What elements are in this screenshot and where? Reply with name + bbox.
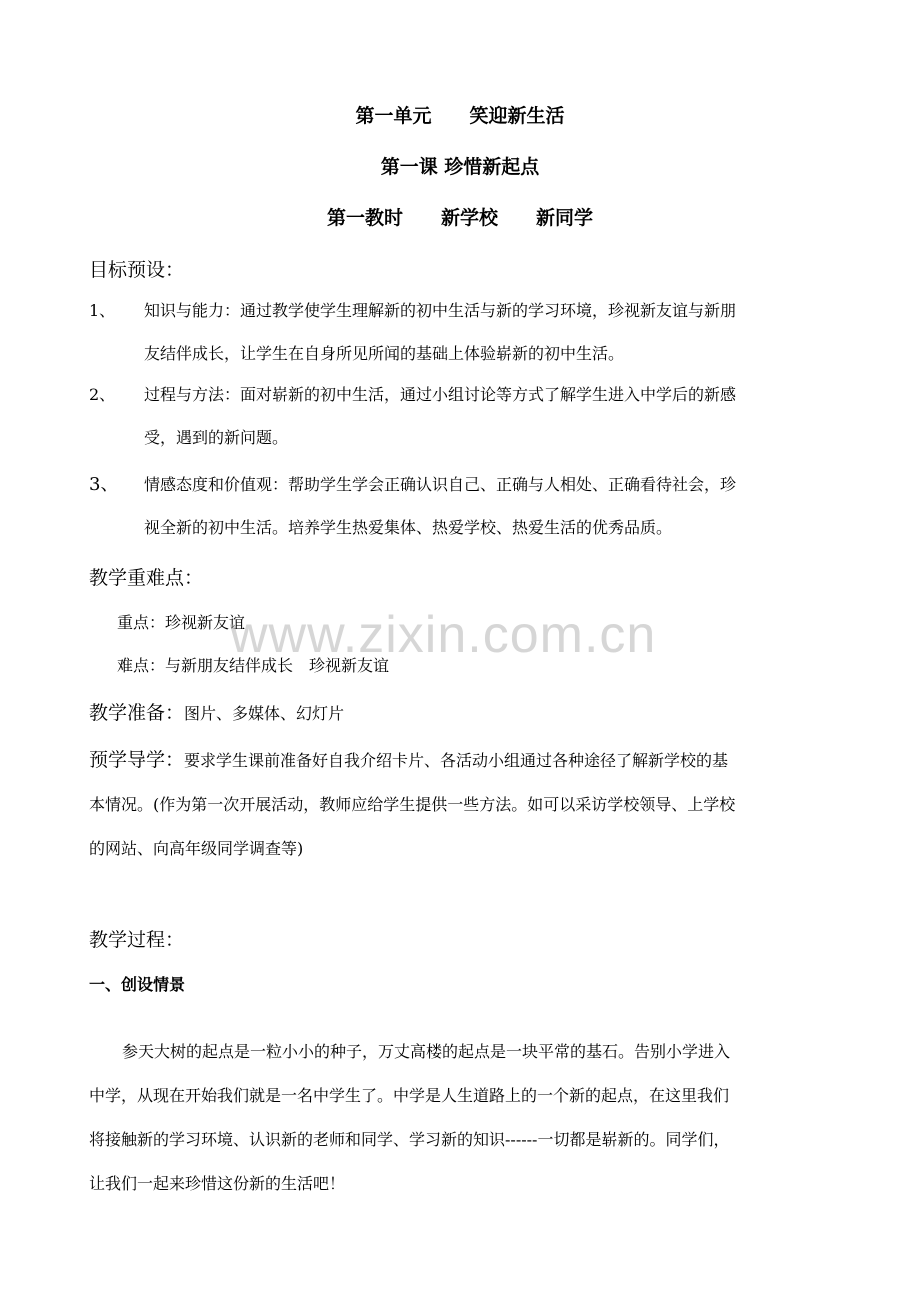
period-title: 第一教时 新学校 新同学 (326, 207, 593, 229)
goal-text-line1: 过程与方法：面对崭新的初中生活，通过小组讨论等方式了解学生进入中学后的新感 (144, 385, 737, 404)
prestudy-label: 预学导学： (89, 749, 185, 771)
goal-text-line2: 受，遇到的新问题。 (144, 428, 289, 447)
process-heading: 教学过程： (89, 929, 185, 951)
goal-item-3 (89, 463, 834, 549)
paragraph-line: 让我们一起来珍惜这份新的生活吧！ (89, 1174, 346, 1193)
goal-number: 1、 (89, 301, 116, 320)
focus-point: 重点：珍视新友谊 (117, 613, 246, 632)
paragraph-line: 中学，从现在开始我们就是一名中学生了。中学是人生道路上的一个新的起点，在这里我们 (89, 1086, 730, 1105)
preparation-line (89, 698, 344, 725)
goal-number: 3、 (89, 474, 119, 495)
watermark: www.zixin.com.cn (230, 606, 657, 664)
goal-number: 2、 (89, 385, 116, 404)
prestudy-block (89, 738, 834, 871)
goals-heading: 目标预设： (89, 259, 185, 281)
intro-paragraph (89, 1030, 834, 1206)
paragraph-line: 将接触新的学习环境、认识新的老师和同学、学习新的知识------一切都是崭新的。同学们， (89, 1130, 730, 1149)
goal-item-1 (89, 289, 834, 375)
preparation-text: 图片、多媒体、幻灯片 (184, 704, 345, 723)
preparation-label: 教学准备： (89, 702, 185, 724)
section-heading-1: 一、创设情景 (89, 975, 186, 994)
prestudy-line3: 的网站、向高年级同学调查等) (89, 839, 304, 858)
goal-text-line1: 知识与能力：通过教学使学生理解新的初中生活与新的学习环境，珍视新友谊与新朋 (144, 301, 737, 320)
goal-text-line2: 视全新的初中生活。培养学生热爱集体、热爱学校、热爱生活的优秀品质。 (144, 518, 673, 537)
lesson-title: 第一课 珍惜新起点 (380, 156, 540, 178)
unit-title: 第一单元 笑迎新生活 (355, 105, 565, 127)
prestudy-line1: 预学导学：要求学生课前准备好自我介绍卡片、各活动小组通过各种途径了解新学校的基 (89, 749, 729, 771)
goal-item-2 (89, 373, 834, 459)
paragraph-line: 参天大树的起点是一粒小小的种子，万丈高楼的起点是一块平常的基石。告别小学进入 (122, 1042, 731, 1061)
goal-text-line1: 情感态度和价值观：帮助学生学会正确认识自己、正确与人相处、正确看待社会，珍 (144, 475, 737, 494)
goal-text-line2: 友结伴成长，让学生在自身所见所闻的基础上体验崭新的初中生活。 (144, 344, 625, 363)
key-points-heading: 教学重难点： (89, 567, 204, 589)
difficulty-point: 难点：与新朋友结伴成长 珍视新友谊 (117, 656, 390, 675)
prestudy-line2: 本情况。(作为第一次开展活动，教师应给学生提供一些方法。如可以采访学校领导、上学校 (89, 795, 736, 814)
